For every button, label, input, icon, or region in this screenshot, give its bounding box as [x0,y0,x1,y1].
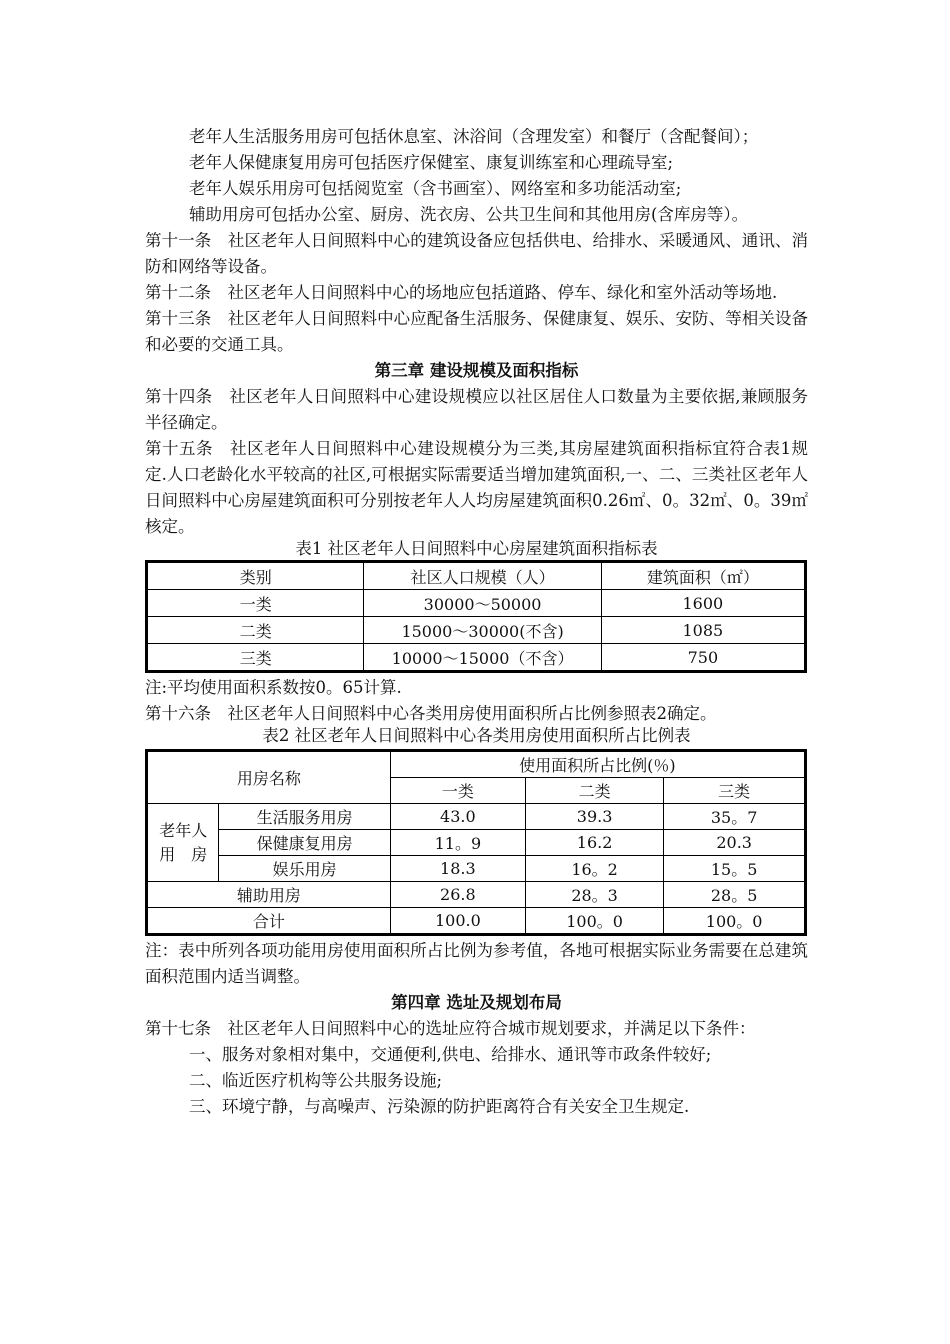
header-class-3: 三类 [664,778,806,804]
table-header-row [147,562,806,590]
paragraph-living-rooms: 老年人生活服务用房可包括休息室、沐浴间（含理发室）和餐厅（含配餐间）； [189,127,759,146]
table-cell: 35。7 [664,804,806,830]
paragraph-recreation-rooms: 老年人娱乐用房可包括阅览室（含书画室）、网络室和多功能活动室; [189,179,682,198]
table-cell: 辅助用房 [147,882,391,908]
header-ratio: 使用面积所占比例(％) [390,751,805,778]
table-2-note: 注：表中所列各项功能用房使用面积所占比例为参考值，各地可根据实际业务需要在总建筑面积范围内适当调整。 [145,941,808,986]
table-cell: 10000～15000（不含） [364,644,601,672]
table-cell: 750 [601,644,805,672]
table-1-caption: 表1 社区老年人日间照料中心房屋建筑面积指标表 [295,539,658,558]
table-row [147,644,806,672]
list-item: 一、服务对象相对集中，交通便利,供电、给排水、通讯等市政条件较好; [189,1045,712,1064]
table-cell: 娱乐用房 [219,856,390,882]
table-cell: 26.8 [390,882,525,908]
header-room-name: 用房名称 [147,751,391,804]
table-cell: 保健康复用房 [219,830,390,856]
table-1-note: 注:平均使用面积系数按0。65计算. [145,678,402,697]
table-header-row [147,751,806,778]
list-item: 二、临近医疗机构等公共服务设施; [189,1071,443,1090]
table-row [147,617,806,644]
table-2 [145,749,807,936]
table-cell: 一类 [147,590,364,617]
header-cell: 社区人口规模（人） [364,562,601,590]
header-class-1: 一类 [390,778,525,804]
table-2-caption: 表2 社区老年人日间照料中心各类用房使用面积所占比例表 [262,726,691,745]
table-cell: 16.2 [525,830,663,856]
header-class-2: 二类 [525,778,663,804]
article-15: 第十五条 社区老年人日间照料中心建设规模分为三类,其房屋建筑面积指标宜符合表1规定.人口老龄化水平较高的社区,可根据实际需要适当增加建筑面积,一、二、三类社区老年人日间照料中心房屋建筑面积可分别按老年人人均房屋建筑面积0.26㎡、0。32㎡、0。39㎡核定。 [145,439,808,536]
table-cell: 100.0 [390,908,525,935]
table-row [147,882,806,908]
document-body [145,124,808,1120]
article-17: 第十七条 社区老年人日间照料中心的选址应符合城市规划要求，并满足以下条件： [145,1019,756,1038]
header-cell: 类别 [147,562,364,590]
article-14: 第十四条 社区老年人日间照料中心建设规模应以社区居住人口数量为主要依据,兼顾服务半径确定。 [145,387,808,432]
article-11: 第十一条 社区老年人日间照料中心的建筑设备应包括供电、给排水、采暖通风、通讯、消防和网络等设备。 [145,231,808,276]
article-12: 第十二条 社区老年人日间照料中心的场地应包括道路、停车、绿化和室外活动等场地. [145,283,778,302]
table-row [147,908,806,935]
article-13: 第十三条 社区老年人日间照料中心应配备生活服务、保健康复、娱乐、安防、等相关设备和必要的交通工具。 [145,309,808,354]
table-cell: 100。0 [525,908,663,935]
chapter-4-heading: 第四章 选址及规划布局 [391,993,562,1012]
article-16: 第十六条 社区老年人日间照料中心各类用房使用面积所占比例参照表2确定。 [145,704,717,723]
table-cell: 18.3 [390,856,525,882]
table-cell: 15000～30000(不含) [364,617,601,644]
table-row [147,830,806,856]
table-cell: 二类 [147,617,364,644]
table-cell: 28。3 [525,882,663,908]
table-cell: 20.3 [664,830,806,856]
group-label-elderly-rooms [147,804,219,882]
chapter-3-heading: 第三章 建设规模及面积指标 [374,361,579,380]
table-cell: 15。5 [664,856,806,882]
table-cell: 1600 [601,590,805,617]
table-cell: 生活服务用房 [219,804,390,830]
paragraph-health-rooms: 老年人保健康复用房可包括医疗保健室、康复训练室和心理疏导室; [189,153,674,172]
table-cell: 三类 [147,644,364,672]
table-cell: 28。5 [664,882,806,908]
table-cell: 1085 [601,617,805,644]
table-cell: 39.3 [525,804,663,830]
group-label-line: 用 房 [159,844,208,864]
table-cell: 合计 [147,908,391,935]
header-cell: 建筑面积（㎡） [601,562,805,590]
paragraph-auxiliary-rooms: 辅助用房可包括办公室、厨房、洗衣房、公共卫生间和其他用房(含库房等）。 [189,205,749,224]
group-label-line: 老年人 [159,820,208,840]
table-row [147,590,806,617]
table-cell: 11。9 [390,830,525,856]
table-row [147,856,806,882]
table-cell: 30000～50000 [364,590,601,617]
table-row [147,804,806,830]
table-cell: 16。2 [525,856,663,882]
table-cell: 100。0 [664,908,806,935]
table-cell: 43.0 [390,804,525,830]
table-1 [145,560,807,673]
list-item: 三、环境宁静，与高噪声、污染源的防护距离符合有关安全卫生规定. [189,1097,690,1116]
